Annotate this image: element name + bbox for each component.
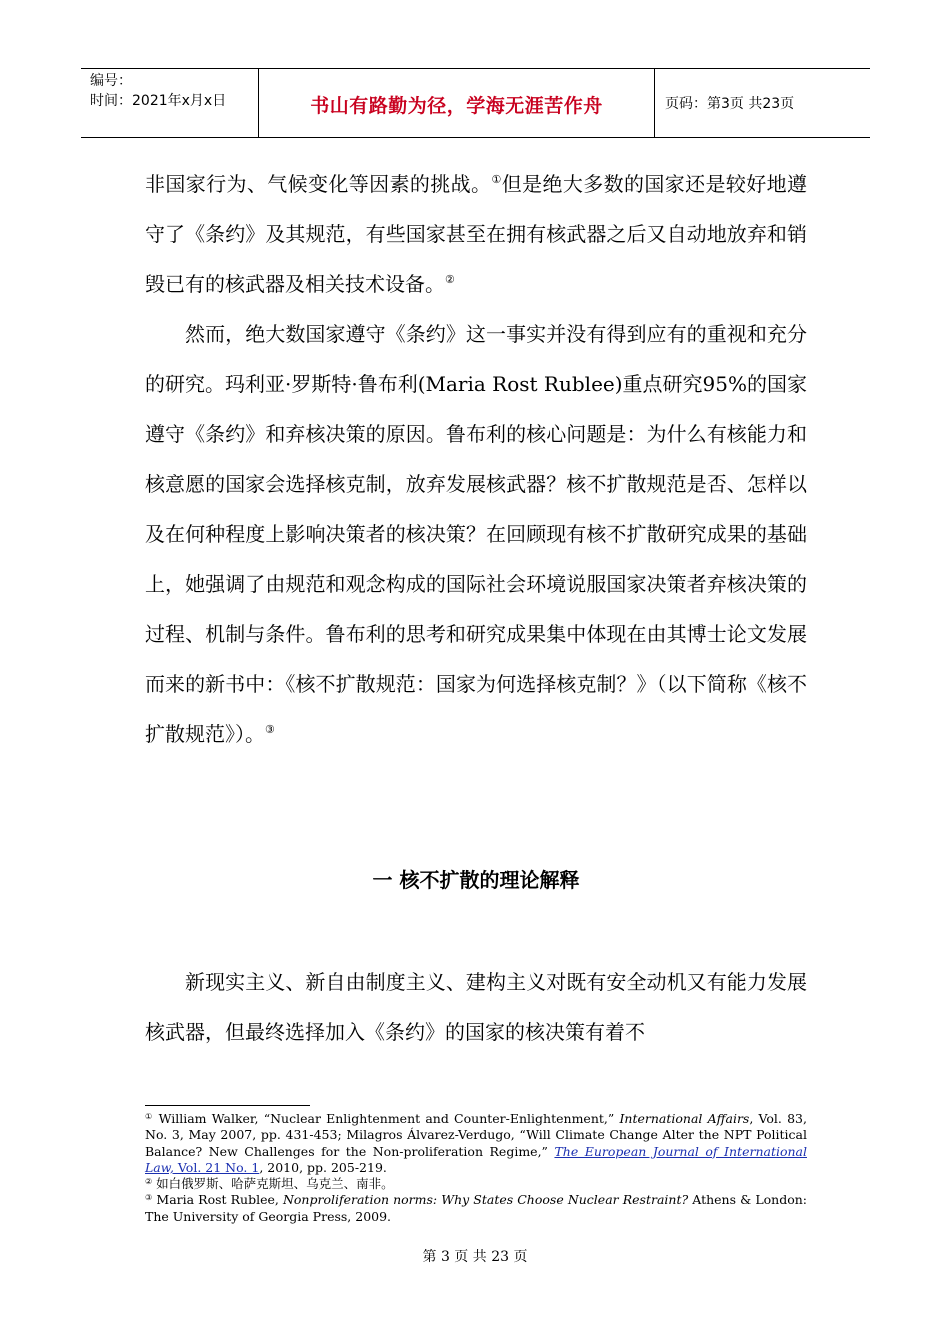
footnote-ref-2[interactable]: ② [445, 273, 455, 286]
footnote-2-text: 如白俄罗斯、哈萨克斯坦、乌克兰、南非。 [152, 1176, 394, 1192]
paragraph-1-text-cont: 但是绝大多数的国家还是较好地遵守了《条约》及其规范，有些国家甚至在拥有核武器之后又自动地放弃和销毁已有的核武器及相关技术设备。 [145, 172, 808, 296]
footnote-1-mark: ① [145, 1112, 154, 1121]
footnote-2-mark: ② [145, 1177, 153, 1187]
footnote-1-link-journal: The European Journal of International Law, [145, 1143, 807, 1175]
footnote-3-text-b: Athens & London: The University of Georgia Press, 2009. [145, 1192, 807, 1224]
footnote-3-book-title: Nonproliferation norms: Why States Choose Nuclear Restraint? [282, 1192, 689, 1208]
page-footer: 第 3 页 共 23 页 [422, 1249, 528, 1265]
page-header [81, 68, 870, 138]
footnote-1-text-a: William Walker, “Nuclear Enlightenment and Counter-Enlightenment,” [153, 1111, 620, 1126]
footnote-ref-3[interactable]: ③ [265, 723, 275, 736]
document-number-label: 编号： [90, 73, 132, 89]
header-motto-cell [259, 69, 655, 137]
header-meta-cell [81, 69, 259, 137]
document-time-label: 时间：2021年x月x日 [90, 93, 227, 109]
header-page-number: 页码：第3页 共23页 [665, 96, 795, 112]
footnotes [145, 1111, 807, 1225]
body-section-1 [145, 159, 807, 759]
footnote-1-text-c: , 2010, pp. 205-219. [259, 1159, 387, 1175]
header-motto: 书山有路勤为径，学海无涯苦作舟 [310, 95, 603, 117]
section-heading: 一 核不扩散的理论解释 [372, 868, 580, 892]
footnote-1-text-b: , Vol. 83, No. 3, May 2007, pp. 431-453; Milagros Álvarez-Verdugo, “Will Climate Change Alter the NPT Political Balance? New Challenges for the Non-proliferation Regime,” [145, 1111, 807, 1159]
footnote-1-link-volume: Vol. 21 No. 1 [173, 1159, 260, 1175]
footnote-divider [145, 1105, 310, 1106]
footnote-ref-1[interactable]: ① [491, 173, 502, 186]
body-section-2 [145, 957, 807, 1057]
footnote-3-mark: ③ [145, 1193, 153, 1203]
footnote-2 [145, 1176, 807, 1192]
footnote-3 [145, 1192, 807, 1225]
footnote-1-journal: International Affairs [619, 1111, 750, 1126]
paragraph-2 [145, 309, 807, 759]
paragraph-3: 新现实主义、新自由制度主义、建构主义对既有安全动机又有能力发展核武器，但最终选择加入《条约》的国家的核决策有着不 [145, 970, 807, 1044]
footnote-3-text-a: Maria Rost Rublee, [152, 1192, 283, 1208]
footnote-1 [145, 1111, 807, 1176]
paragraph-1 [145, 159, 807, 309]
paragraph-2-text: 然而，绝大数国家遵守《条约》这一事实并没有得到应有的重视和充分的研究。玛利亚·罗斯特·鲁布利(Maria Rost Rublee)重点研究95%的国家遵守《条约》和弃核决策的原因。鲁布利的核心问题是：为什么有核能力和核意愿的国家会选择核克制，放弃发展核武器？核不扩散规范是否、怎样以及在何种程度上影响决策者的核决策？在回顾现有核不扩散研究成果的基础上，她强调了由规范和观念构成的国际社会环境说服国家决策者弃核决策的过程、机制与条件。鲁布利的思考和研究成果集中体现在由其博士论文发展而来的新书中：《核不扩散规范：国家为何选择核克制？》（以下简称《核不扩散规范》）。 [145, 322, 807, 746]
header-page-cell [655, 69, 870, 137]
paragraph-1-text: 非国家行为、气候变化等因素的挑战。 [145, 172, 492, 196]
